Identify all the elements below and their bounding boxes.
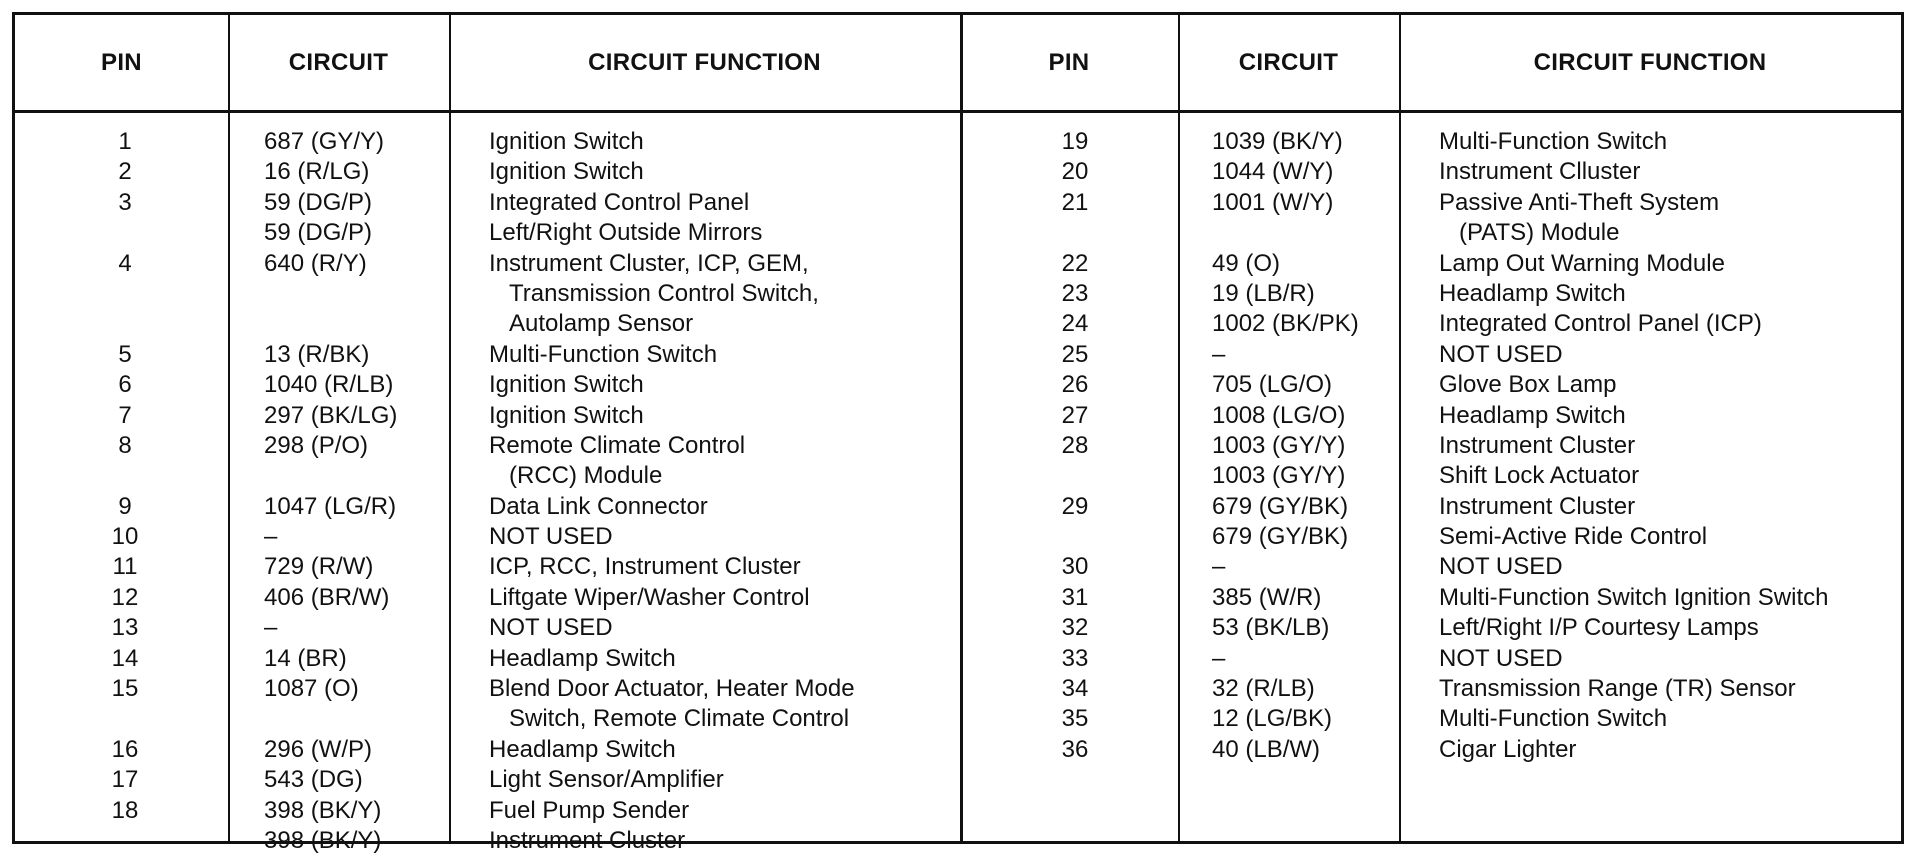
header-pin-left: PIN (101, 48, 142, 76)
left-function-cell: Data Link Connector (489, 492, 708, 520)
right-pin-cell: 28 (1061, 431, 1089, 459)
right-pin-cell: 32 (1061, 614, 1089, 642)
left-pin-cell (75, 218, 175, 248)
left-circuit-cell: 729 (R/W) (264, 553, 374, 581)
right-function-cell: Integrated Control Panel (ICP) (1439, 310, 1762, 338)
left-function-cell: Instrument Cluster (489, 826, 686, 854)
right-function-cell: NOT USED (1439, 553, 1563, 581)
left-circuit-cell (264, 279, 444, 309)
right-function-cell: NOT USED (1439, 644, 1563, 672)
right-circuit-cell: 1002 (BK/PK) (1212, 310, 1359, 338)
right-pin-cell (1025, 522, 1125, 552)
right-circuit-cell: 705 (LG/O) (1212, 371, 1333, 399)
left-pin-cell: 2 (118, 158, 132, 186)
right-pin-cell: 22 (1061, 249, 1089, 277)
left-function-cell: NOT USED (489, 523, 613, 551)
left-function-cell: Transmission Control Switch, (509, 279, 819, 307)
right-circuit-cell: 12 (LG/BK) (1212, 705, 1333, 733)
right-circuit-column (1212, 127, 1397, 765)
right-pin-cell (1025, 461, 1125, 491)
left-circuit-cell: – (264, 614, 278, 642)
right-circuit-cell: 679 (GY/BK) (1212, 523, 1349, 551)
left-circuit-cell: 406 (BR/W) (264, 583, 390, 611)
left-circuit-cell: 398 (BK/Y) (264, 796, 382, 824)
left-pin-cell: 4 (118, 249, 132, 277)
left-pin-cell: 15 (111, 675, 139, 703)
right-function-cell: Passive Anti-Theft System (1439, 188, 1720, 216)
left-function-column (489, 127, 957, 856)
left-circuit-cell: 59 (DG/P) (264, 219, 373, 247)
right-pin-cell: 30 (1061, 553, 1089, 581)
header-divider (15, 110, 1901, 113)
left-circuit-cell: 640 (R/Y) (264, 249, 367, 277)
right-circuit-cell: 1044 (W/Y) (1212, 158, 1334, 186)
left-pin-cell: 8 (118, 431, 132, 459)
right-circuit-cell: 385 (W/R) (1212, 583, 1322, 611)
left-pin-cell (75, 704, 175, 734)
right-circuit-cell: – (1212, 553, 1226, 581)
right-pin-column (1025, 127, 1125, 765)
right-function-cell: Shift Lock Actuator (1439, 462, 1640, 490)
header-circuit-right: CIRCUIT (1238, 48, 1339, 76)
column-divider (1178, 15, 1180, 841)
left-pin-cell: 13 (111, 614, 139, 642)
right-function-cell: Multi-Function Switch (1439, 128, 1668, 155)
right-circuit-cell: 1003 (GY/Y) (1212, 431, 1346, 459)
left-function-cell: Instrument Cluster, ICP, GEM, (489, 249, 809, 277)
right-function-cell: Cigar Lighter (1439, 735, 1577, 763)
right-pin-cell: 33 (1061, 644, 1089, 672)
left-function-cell: Ignition Switch (489, 401, 644, 429)
left-function-cell: Ignition Switch (489, 158, 644, 186)
right-function-cell: Multi-Function Switch Ignition Switch (1439, 583, 1829, 611)
right-circuit-cell (1212, 218, 1397, 248)
left-circuit-cell: 296 (W/P) (264, 735, 373, 763)
right-pin-cell: 36 (1061, 735, 1089, 763)
left-circuit-cell (264, 309, 444, 339)
right-pin-cell: 26 (1061, 371, 1089, 399)
right-circuit-cell: 53 (BK/LB) (1212, 614, 1330, 642)
left-function-cell: Blend Door Actuator, Heater Mode (489, 675, 855, 703)
right-function-cell: Headlamp Switch (1439, 279, 1626, 307)
left-pin-cell: 17 (111, 766, 139, 794)
right-function-cell: Instrument Clluster (1439, 158, 1641, 186)
half-divider (960, 15, 963, 841)
right-circuit-cell: 679 (GY/BK) (1212, 492, 1349, 520)
left-function-cell: ICP, RCC, Instrument Cluster (489, 553, 801, 581)
right-function-cell: (PATS) Module (1459, 219, 1620, 247)
column-divider (228, 15, 230, 841)
right-function-cell: Transmission Range (TR) Sensor (1439, 675, 1796, 703)
right-circuit-cell: – (1212, 644, 1226, 672)
left-circuit-cell: 298 (P/O) (264, 431, 369, 459)
left-function-cell: Headlamp Switch (489, 644, 676, 672)
left-circuit-cell: 687 (GY/Y) (264, 128, 385, 155)
left-circuit-cell: 1047 (LG/R) (264, 492, 397, 520)
right-circuit-cell: 49 (O) (1212, 249, 1281, 277)
left-function-cell: Autolamp Sensor (509, 310, 694, 338)
left-function-cell: Fuel Pump Sender (489, 796, 690, 824)
left-function-cell: Headlamp Switch (489, 735, 676, 763)
right-function-cell: Left/Right I/P Courtesy Lamps (1439, 614, 1759, 642)
left-function-cell: Ignition Switch (489, 371, 644, 399)
right-pin-cell: 20 (1061, 158, 1089, 186)
left-function-cell: Left/Right Outside Mirrors (489, 219, 763, 247)
left-circuit-column (264, 127, 444, 856)
right-function-cell: Semi-Active Ride Control (1439, 523, 1708, 551)
left-function-cell: Integrated Control Panel (489, 188, 750, 216)
left-pin-cell: 7 (118, 401, 132, 429)
left-function-cell: Switch, Remote Climate Control (509, 705, 850, 733)
right-pin-cell: 24 (1061, 310, 1089, 338)
left-pin-cell: 18 (111, 796, 139, 824)
column-divider (449, 15, 451, 841)
left-pin-cell: 3 (118, 188, 132, 216)
right-function-column (1439, 127, 1899, 765)
right-pin-cell (1025, 218, 1125, 248)
right-pin-cell: 19 (1061, 128, 1089, 155)
left-circuit-cell: 1040 (R/LB) (264, 371, 394, 399)
right-function-cell: Instrument Cluster (1439, 431, 1636, 459)
left-pin-cell: 10 (111, 523, 139, 551)
left-pin-cell (75, 826, 175, 856)
right-circuit-cell: 1003 (GY/Y) (1212, 462, 1346, 490)
left-circuit-cell: 297 (BK/LG) (264, 401, 398, 429)
right-function-cell: Instrument Cluster (1439, 492, 1636, 520)
header-function-left: CIRCUIT FUNCTION (588, 48, 821, 76)
left-function-cell: Multi-Function Switch (489, 340, 718, 368)
left-circuit-cell: 1087 (O) (264, 675, 359, 703)
left-function-cell: Liftgate Wiper/Washer Control (489, 583, 810, 611)
right-pin-cell: 29 (1061, 492, 1089, 520)
left-pin-column (75, 127, 175, 856)
right-pin-cell: 31 (1061, 583, 1089, 611)
header-function-right: CIRCUIT FUNCTION (1533, 48, 1767, 76)
left-circuit-cell: 543 (DG) (264, 766, 363, 794)
left-circuit-cell (264, 461, 444, 491)
left-pin-cell: 1 (118, 128, 132, 155)
left-pin-cell: 14 (111, 644, 139, 672)
right-function-cell: Glove Box Lamp (1439, 371, 1617, 399)
left-function-cell: Remote Climate Control (489, 431, 746, 459)
right-pin-cell: 23 (1061, 279, 1089, 307)
right-pin-cell: 35 (1061, 705, 1089, 733)
left-pin-cell (75, 309, 175, 339)
left-circuit-cell: 16 (R/LG) (264, 158, 370, 186)
right-pin-cell: 34 (1061, 675, 1089, 703)
right-function-cell: Multi-Function Switch (1439, 705, 1668, 733)
left-circuit-cell: – (264, 523, 278, 551)
right-pin-cell: 21 (1061, 188, 1089, 216)
left-pin-cell: 9 (118, 492, 132, 520)
header-pin-right: PIN (1048, 48, 1090, 76)
header-circuit-left: CIRCUIT (288, 48, 389, 76)
left-function-cell: (RCC) Module (509, 462, 663, 490)
left-circuit-cell: 398 (BK/Y) (264, 826, 382, 854)
right-circuit-cell: – (1212, 340, 1226, 368)
left-function-cell: Ignition Switch (489, 128, 644, 155)
right-function-cell: Headlamp Switch (1439, 401, 1626, 429)
right-pin-cell: 27 (1061, 401, 1089, 429)
right-circuit-cell: 1008 (LG/O) (1212, 401, 1346, 429)
right-circuit-cell: 1039 (BK/Y) (1212, 128, 1343, 155)
left-function-cell: Light Sensor/Amplifier (489, 766, 724, 794)
right-circuit-cell: 19 (LB/R) (1212, 279, 1315, 307)
left-circuit-cell: 59 (DG/P) (264, 188, 373, 216)
left-pin-cell (75, 461, 175, 491)
left-pin-cell: 12 (111, 583, 139, 611)
left-pin-cell (75, 279, 175, 309)
right-function-cell: NOT USED (1439, 340, 1563, 368)
left-pin-cell: 16 (111, 735, 139, 763)
left-pin-cell: 5 (118, 340, 132, 368)
right-function-cell: Lamp Out Warning Module (1439, 249, 1725, 277)
left-pin-cell: 11 (112, 553, 138, 581)
column-divider (1399, 15, 1401, 841)
left-circuit-cell (264, 704, 444, 734)
left-circuit-cell: 13 (R/BK) (264, 340, 370, 368)
right-circuit-cell: 40 (LB/W) (1212, 735, 1321, 763)
right-circuit-cell: 32 (R/LB) (1212, 675, 1315, 703)
connector-pinout-table (12, 12, 1904, 854)
left-function-cell: NOT USED (489, 614, 613, 642)
right-pin-cell: 25 (1061, 340, 1089, 368)
right-circuit-cell: 1001 (W/Y) (1212, 188, 1334, 216)
left-circuit-cell: 14 (BR) (264, 644, 347, 672)
left-pin-cell: 6 (118, 371, 132, 399)
